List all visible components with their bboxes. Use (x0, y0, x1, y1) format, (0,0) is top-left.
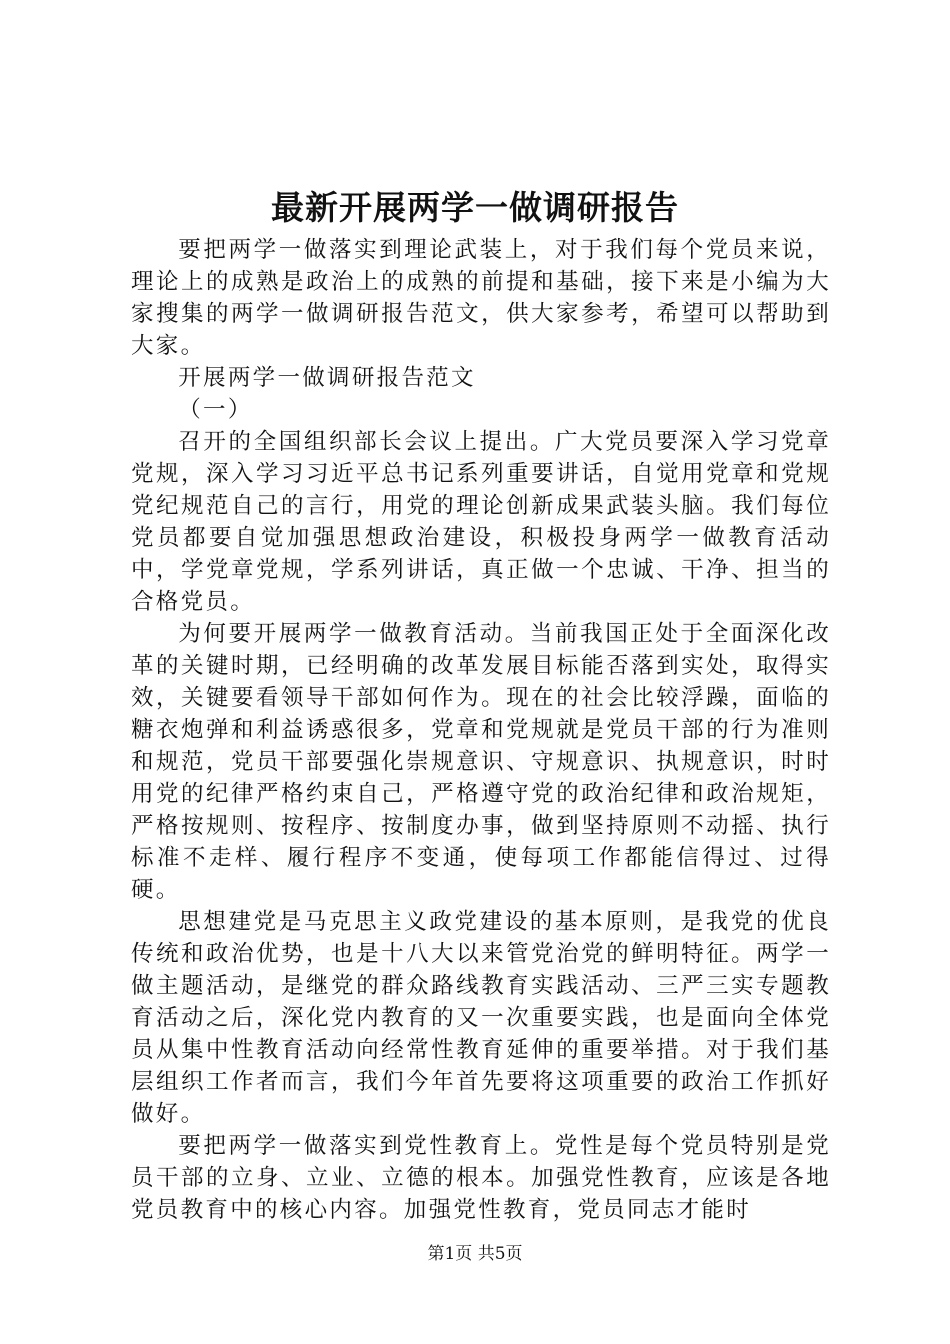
document-body (131, 234, 831, 1226)
body-paragraph: 召开的全国组织部长会议上提出。广大党员要深入学习党章党规，深入学习习近平总书记系列重要讲话，自觉用党章和党规党纪规范自己的言行，用党的理论创新成果武装头脑。我们每位党员都要自觉加强思想政治建设，积极投身两学一做教育活动中，学党章党规，学系列讲话，真正做一个忠诚、干净、担当的合格党员。 (131, 429, 831, 615)
body-paragraph: 为何要开展两学一做教育活动。当前我国正处于全面深化改革的关键时期，已经明确的改革发展目标能否落到实处，取得实效，关键要看领导干部如何作为。现在的社会比较浮躁，面临的糖衣炮弹和利益诱惑很多，党章和党规就是党员干部的行为准则和规范，党员干部要强化崇规意识、守规意识、执规意识，时时用党的纪律严格约束自己，严格遵守党的政治纪律和政治规矩，严格按规则、按程序、按制度办事，做到坚持原则不动摇、执行标准不走样、履行程序不变通，使每项工作都能信得过、过得硬。 (131, 621, 831, 903)
section-heading: 开展两学一做调研报告范文 (178, 365, 476, 391)
body-paragraph: 要把两学一做落实到党性教育上。党性是每个党员特别是党员干部的立身、立业、立德的根本。加强党性教育，应该是各地党员教育中的核心内容。加强党性教育，党员同志才能时 (131, 1133, 831, 1223)
intro-paragraph: 要把两学一做落实到理论武装上，对于我们每个党员来说，理论上的成熟是政治上的成熟的前提和基础，接下来是小编为大家搜集的两学一做调研报告范文，供大家参考，希望可以帮助到大家。 (131, 237, 831, 359)
document-title: 最新开展两学一做调研报告 (271, 188, 679, 227)
body-paragraph: 思想建党是马克思主义政党建设的基本原则，是我党的优良传统和政治优势，也是十八大以来管党治党的鲜明特征。两学一做主题活动，是继党的群众路线教育实践活动、三严三实专题教育活动之后，深化党内教育的又一次重要实践，也是面向全体党员从集中性教育活动向经常性教育延伸的重要举措。对于我们基层组织工作者而言，我们今年首先要将这项重要的政治工作抓好做好。 (131, 909, 831, 1127)
section-number: （一） (178, 397, 253, 423)
page-footer: 第1页 共5页 (427, 1244, 523, 1264)
